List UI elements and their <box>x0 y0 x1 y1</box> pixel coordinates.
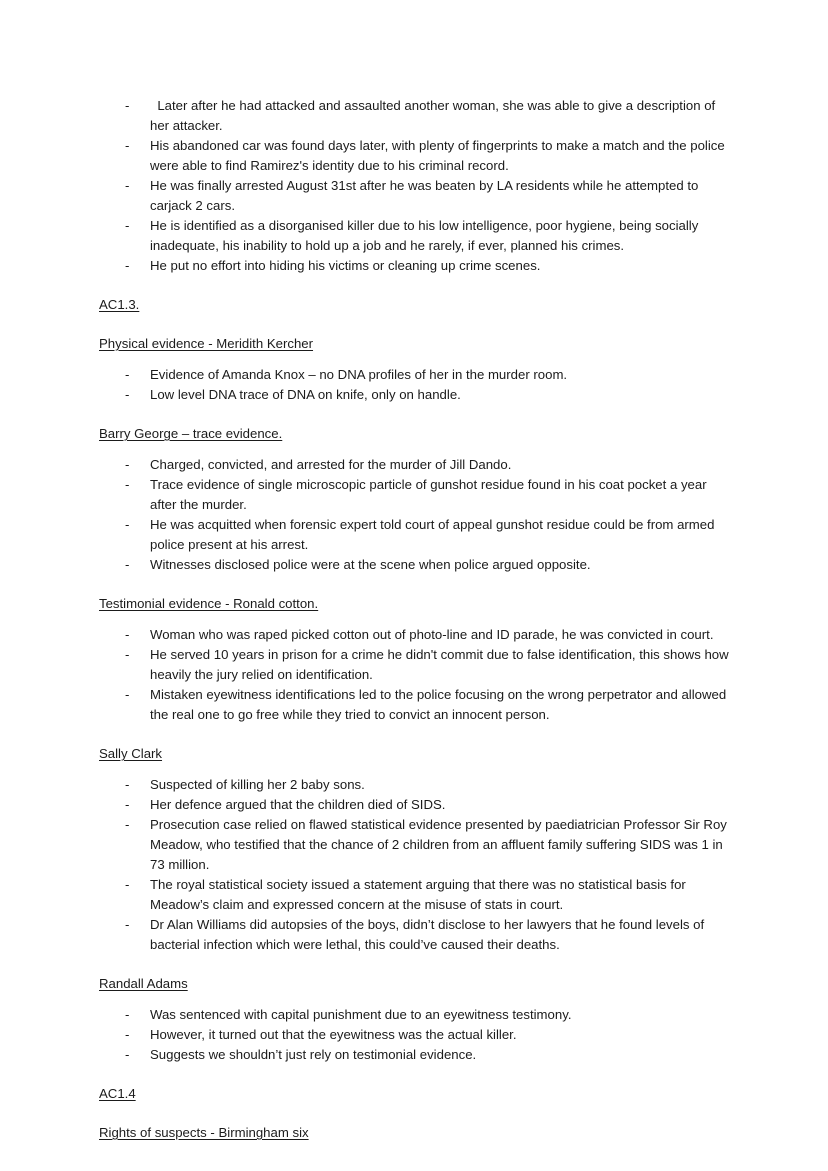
list-item <box>99 96 729 136</box>
bullet-dash-icon: - <box>125 557 130 572</box>
list-item-text: Dr Alan Williams did autopsies of the boys, didn’t disclose to her lawyers that he found levels of bacterial infection which were lethal, this could’ve caused their deaths. <box>150 917 708 952</box>
bullet-dash-icon: - <box>125 627 130 642</box>
bullet-list-sally-clark <box>99 775 729 955</box>
list-item-text: Charged, convicted, and arrested for the murder of Jill Dando. <box>150 457 512 472</box>
bullet-dash-icon: - <box>125 797 130 812</box>
document-body <box>99 96 733 1143</box>
heading-text: Sally Clark <box>99 746 163 761</box>
heading-text: Rights of suspects - Birmingham six <box>99 1125 309 1140</box>
list-item <box>99 1025 729 1045</box>
bullet-dash-icon: - <box>125 1007 130 1022</box>
section-gap <box>99 575 729 594</box>
bullet-dash-icon: - <box>125 777 130 792</box>
section-gap <box>99 276 729 295</box>
section-gap <box>99 315 729 334</box>
section-heading-barry-george <box>99 424 729 444</box>
heading-text: Testimonial evidence - Ronald cotton. <box>99 596 319 611</box>
list-item <box>99 875 729 915</box>
list-item <box>99 515 729 555</box>
heading-text: AC1.4 <box>99 1086 136 1101</box>
list-item <box>99 645 733 685</box>
list-item <box>99 475 729 515</box>
list-item <box>99 815 729 875</box>
heading-list-gap <box>99 354 729 365</box>
heading-text: Barry George – trace evidence. <box>99 426 283 441</box>
bullet-list-ramirez-continued <box>99 96 729 276</box>
section-heading-ronald-cotton <box>99 594 729 614</box>
bullet-dash-icon: - <box>125 138 130 153</box>
list-item-text: He is identified as a disorganised killer due to his low intelligence, poor hygiene, being socially inadequate, his inability to hold up a job and he rarely, if ever, planned his crimes. <box>150 218 703 253</box>
list-item-text: Was sentenced with capital punishment due to an eyewitness testimony. <box>150 1007 572 1022</box>
list-item <box>99 625 729 645</box>
heading-list-gap <box>99 444 729 455</box>
bullet-dash-icon: - <box>125 517 130 532</box>
bullet-list-barry-george <box>99 455 729 575</box>
list-item-text: Her defence argued that the children died of SIDS. <box>150 797 446 812</box>
bullet-list-randall-adams <box>99 1005 729 1065</box>
list-item-text: Suggests we shouldn’t just rely on testimonial evidence. <box>150 1047 477 1062</box>
heading-text: Physical evidence - Meridith Kercher <box>99 336 314 351</box>
bullet-dash-icon: - <box>125 387 130 402</box>
bullet-dash-icon: - <box>125 917 130 932</box>
section-heading-randall-adams <box>99 974 729 994</box>
list-item <box>99 136 729 176</box>
bullet-dash-icon: - <box>125 98 130 113</box>
list-item-text: However, it turned out that the eyewitness was the actual killer. <box>150 1027 517 1042</box>
heading-text: AC1.3. <box>99 297 140 312</box>
bullet-dash-icon: - <box>125 647 130 662</box>
list-item-text: Later after he had attacked and assaulted another woman, she was able to give a description of her attacker. <box>150 98 719 133</box>
bullet-dash-icon: - <box>125 1027 130 1042</box>
section-heading-ac14 <box>99 1084 729 1104</box>
bullet-dash-icon: - <box>125 178 130 193</box>
heading-list-gap <box>99 994 729 1005</box>
list-item-text: Low level DNA trace of DNA on knife, only on handle. <box>150 387 461 402</box>
bullet-dash-icon: - <box>125 218 130 233</box>
list-item-text: His abandoned car was found days later, with plenty of fingerprints to make a match and the police were able to find Ramirez's identity due to his criminal record. <box>150 138 729 173</box>
section-gap <box>99 1065 729 1084</box>
list-item <box>99 685 729 725</box>
list-item-text: Prosecution case relied on flawed statistical evidence presented by paediatrician Professor Sir Roy Meadow, who testified that the chance of 2 children from an affluent family suffering SIDS was 1 in 73 million. <box>150 817 731 872</box>
list-item <box>99 385 729 405</box>
list-item <box>99 176 729 216</box>
list-item <box>99 1005 729 1025</box>
list-item-text: Witnesses disclosed police were at the scene when police argued opposite. <box>150 557 591 572</box>
list-item <box>99 795 729 815</box>
list-item <box>99 365 729 385</box>
list-item-text: Trace evidence of single microscopic particle of gunshot residue found in his coat pocket a year after the murder. <box>150 477 711 512</box>
list-item <box>99 1045 729 1065</box>
bullet-dash-icon: - <box>125 258 130 273</box>
bullet-dash-icon: - <box>125 817 130 832</box>
section-gap <box>99 405 729 424</box>
list-item-text: Evidence of Amanda Knox – no DNA profiles of her in the murder room. <box>150 367 568 382</box>
heading-list-gap <box>99 614 729 625</box>
bullet-dash-icon: - <box>125 477 130 492</box>
heading-text: Randall Adams <box>99 976 188 991</box>
bullet-list-ronald-cotton <box>99 625 733 725</box>
list-item-text: Woman who was raped picked cotton out of photo-line and ID parade, he was convicted in court. <box>150 627 714 642</box>
bullet-dash-icon: - <box>125 687 130 702</box>
bullet-dash-icon: - <box>125 367 130 382</box>
section-heading-sally-clark <box>99 744 729 764</box>
list-item <box>99 216 729 256</box>
section-gap <box>99 725 729 744</box>
bullet-dash-icon: - <box>125 877 130 892</box>
list-item-text: He put no effort into hiding his victims or cleaning up crime scenes. <box>150 258 541 273</box>
bullet-dash-icon: - <box>125 457 130 472</box>
section-heading-physical-evidence-kercher <box>99 334 729 354</box>
section-heading-ac13 <box>99 295 729 315</box>
list-item <box>99 775 729 795</box>
section-gap <box>99 955 729 974</box>
section-heading-rights-of-suspects <box>99 1123 729 1143</box>
list-item-text: Suspected of killing her 2 baby sons. <box>150 777 365 792</box>
list-item <box>99 455 729 475</box>
list-item-text: He was finally arrested August 31st after he was beaten by LA residents while he attempted to carjack 2 cars. <box>150 178 703 213</box>
list-item-text: Mistaken eyewitness identifications led to the police focusing on the wrong perpetrator and allowed the real one to go free while they tried to convict an innocent person. <box>150 687 730 722</box>
list-item-text: He was acquitted when forensic expert told court of appeal gunshot residue could be from armed police present at his arrest. <box>150 517 719 552</box>
section-gap <box>99 1104 729 1123</box>
list-item-text: He served 10 years in prison for a crime he didn't commit due to false identification, this shows how heavily the jury relied on identification. <box>150 647 733 682</box>
list-item <box>99 256 729 276</box>
list-item-text: The royal statistical society issued a statement arguing that there was no statistical basis for Meadow’s claim and expressed concern at the misuse of stats in court. <box>150 877 690 912</box>
list-item <box>99 555 729 575</box>
heading-list-gap <box>99 764 729 775</box>
bullet-dash-icon: - <box>125 1047 130 1062</box>
bullet-list-physical-evidence-kercher <box>99 365 729 405</box>
list-item <box>99 915 729 955</box>
